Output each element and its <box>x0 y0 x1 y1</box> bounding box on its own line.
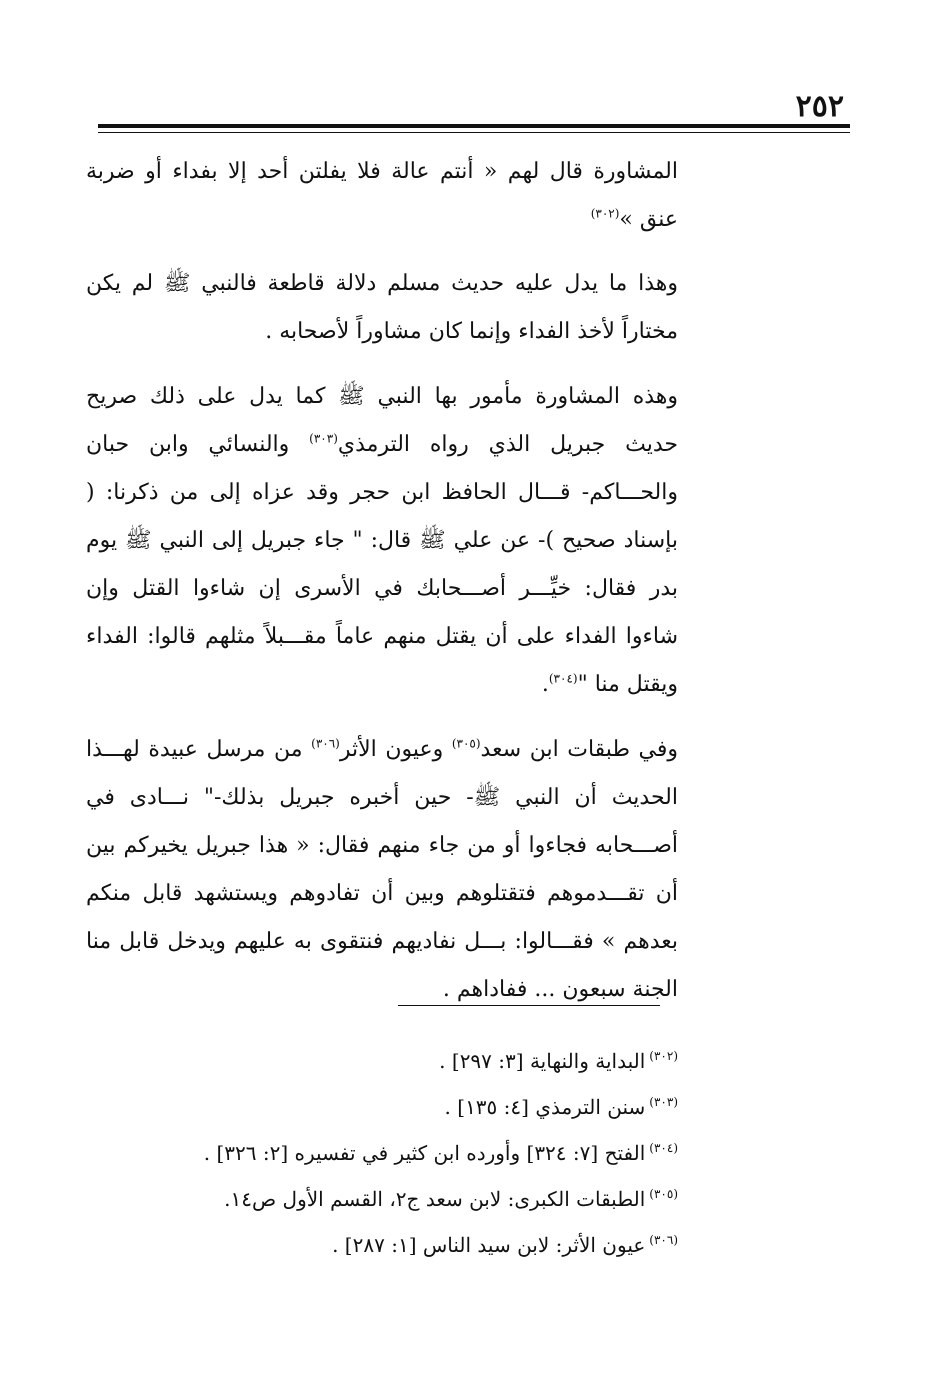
footnote-text: عيون الأثر: لابن سيد الناس [١: ٢٨٧] . <box>332 1233 646 1257</box>
footnote-ref-305: (٣٠٥) <box>451 736 481 751</box>
footnote-ref-306: (٣٠٦) <box>311 736 340 751</box>
paragraph-4 <box>86 726 678 1014</box>
paragraph-3-text-end: . <box>541 672 549 697</box>
footnote-ref-304: (٣٠٤) <box>548 671 578 686</box>
paragraph-2 <box>86 260 678 356</box>
footnote-number: (٣٠٥) <box>649 1187 678 1202</box>
header-rule-thick <box>98 124 850 128</box>
footnote-305 <box>140 1176 678 1222</box>
footnote-text: سنن الترمذي [٤: ١٣٥] . <box>444 1095 646 1119</box>
header-rule-thin <box>98 132 850 133</box>
footnote-text: الفتح [٧: ٣٢٤] وأورده ابن كثير في تفسيره [٢: ٣٢٦] . <box>203 1141 646 1165</box>
paragraph-1-text: المشاورة قال لهم « أنتم عالة فلا يفلتن أحد إلا بفداء أو ضربة عنق » <box>86 159 678 232</box>
footnote-text: الطبقات الكبرى: لابن سعد ج٢، القسم الأول ص١٤. <box>224 1187 646 1211</box>
footnote-number: (٣٠٦) <box>649 1233 678 1248</box>
footnote-304 <box>140 1130 678 1176</box>
footnote-ref-302: (٣٠٢) <box>590 206 620 221</box>
paragraph-1 <box>86 148 678 244</box>
footnote-302 <box>140 1038 678 1084</box>
paragraph-3 <box>86 373 678 709</box>
footnote-text: البداية والنهاية [٣: ٢٩٧] . <box>439 1049 646 1073</box>
paragraph-4-text-end: من مرسل عبيدة لهـــذا الحديث أن النبي ﷺ- حين أخبره جبريل بذلك-" نـــادى في أصـــحابه فجاءوا أو من جاء منهم فقال: « هذا جبريل يخيركم بين أن تقـــدموهم فتقتلوهم وبين أن تفادوهم ويستشهد قابل منكم بعدهم » فقـــالوا: بـــل نفاديهم فنتقوى به عليهم ويدخل قابل منا الجنة سبعون ... ففاداهم . <box>86 737 678 1002</box>
footnote-303 <box>140 1084 678 1130</box>
body-text <box>86 148 678 1031</box>
footnote-number: (٣٠٤) <box>649 1141 678 1156</box>
paragraph-2-text: وهذا ما يدل عليه حديث مسلم دلالة قاطعة فالنبي ﷺ لم يكن مختاراً لأخذ الفداء وإنما كان مشاوراً لأصحابه . <box>86 271 678 344</box>
footnote-separator <box>398 1005 660 1006</box>
paragraph-4-text-before: وفي طبقات ابن سعد <box>480 737 678 762</box>
footnote-number: (٣٠٣) <box>649 1095 678 1110</box>
paragraph-3-text-middle: والنسائي وابن حبان والحـــاكم- قـــال الحافظ ابن حجر وقد عزاه إلى من ذكرنا: ( بإسناد صحيح )- عن علي ﷺ قال: " جاء جبريل إلى النبي ﷺ يوم بدر فقال: خيِّـــر أصـــحابك في الأسرى إن شاءوا القتل وإن شاءوا الفداء على أن يقتل منهم عاماً مقـــبلاً مثلهم قالوا: الفداء ويقتل منا " <box>86 432 678 697</box>
footnote-306 <box>140 1222 678 1268</box>
paragraph-4-text-middle: وعيون الأثر <box>339 737 452 762</box>
footnote-number: (٣٠٢) <box>649 1049 678 1064</box>
paragraph-3-text-before: وهذه المشاورة مأمور بها النبي ﷺ كما يدل على ذلك صريح حديث جبريل الذي رواه الترمذي <box>86 384 678 457</box>
page-number: ٢٥٢ <box>795 89 844 124</box>
footnotes <box>140 1038 678 1268</box>
footnote-ref-303: (٣٠٣) <box>309 431 338 446</box>
